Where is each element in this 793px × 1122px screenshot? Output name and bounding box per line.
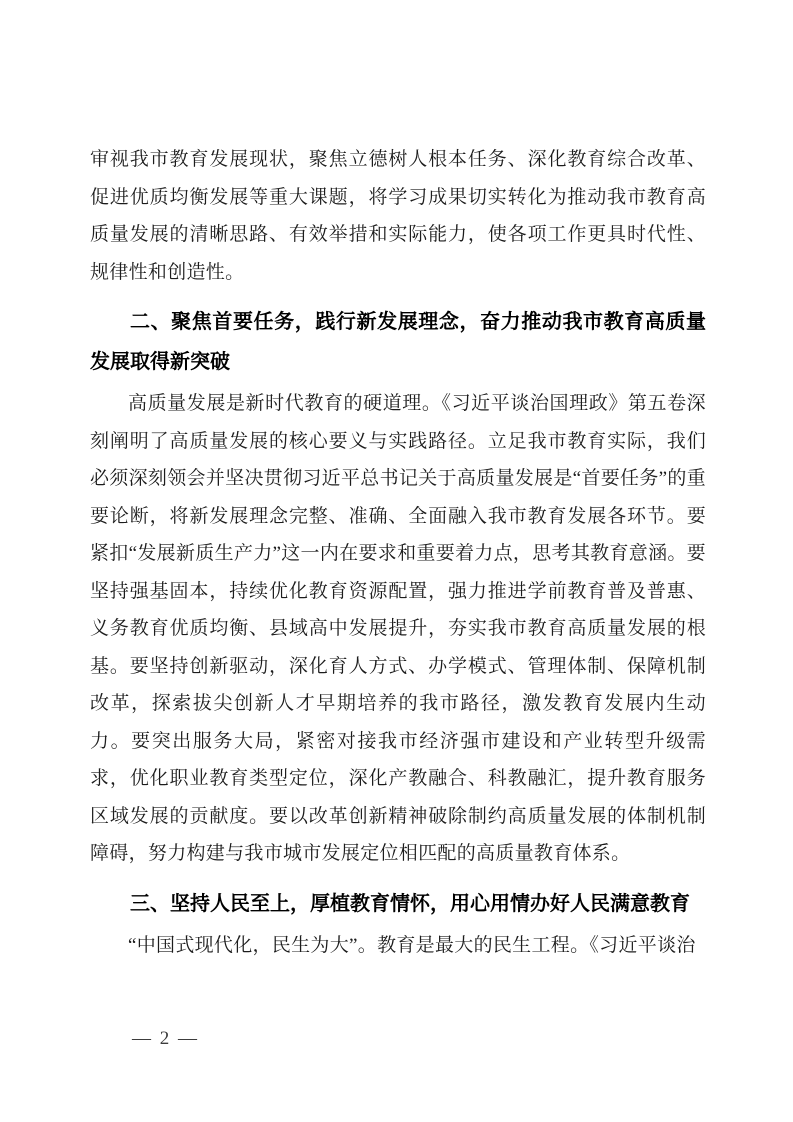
paragraph-section-2: 高质量发展是新时代教育的硬道理。《习近平谈治国理政》第五卷深刻阐明了高质量发展的核心要义与实践路径。立足我市教育实际，我们必须深刻领会并坚决贯彻习近平总书记关于高质量发展是“首要任务”的重要论断，将新发展理念完整、准确、全面融入我市教育发展各环节。要紧扣“发展新质生产力”这一内在要求和重要着力点，思考其教育意涵。要坚持强基固本，持续优化教育资源配置，强力推进学前教育普及普惠、义务教育优质均衡、县域高中发展提升，夯实我市教育高质量发展的根基。要坚持创新驱动，深化育人方式、办学模式、管理体制、保障机制改革，探索拔尖创新人才早期培养的我市路径，激发教育发展内生动力。要突出服务大局，紧密对接我市经济强市建设和产业转型升级需求，优化职业教育类型定位，深化产教融合、科教融汇，提升教育服务区域发展的贡献度。要以改革创新精神破除制约高质量发展的体制机制障碍，努力构建与我市城市发展定位相匹配的高质量教育体系。 <box>90 393 706 864</box>
section-heading-2: 二、聚焦首要任务，践行新发展理念，奋力推动我市教育高质量发展取得新突破 <box>90 311 706 373</box>
page-content <box>90 141 706 964</box>
section-heading-3: 三、坚持人民至上，厚植教育情怀，用心用情办好人民满意教育 <box>130 892 690 915</box>
paragraph-section-3: “中国式现代化，民生为大”。教育是最大的民生工程。《习近平谈治 <box>128 934 696 956</box>
paragraph-continuation: 审视我市教育发展现状，聚焦立德树人根本任务、深化教育综合改革、促进优质均衡发展等重大课题，将学习成果切实转化为推动我市教育高质量发展的清晰思路、有效举措和实际能力，使各项工作更具时代性、规律性和创造性。 <box>90 149 706 283</box>
page-number: — 2 — <box>132 1028 199 1049</box>
